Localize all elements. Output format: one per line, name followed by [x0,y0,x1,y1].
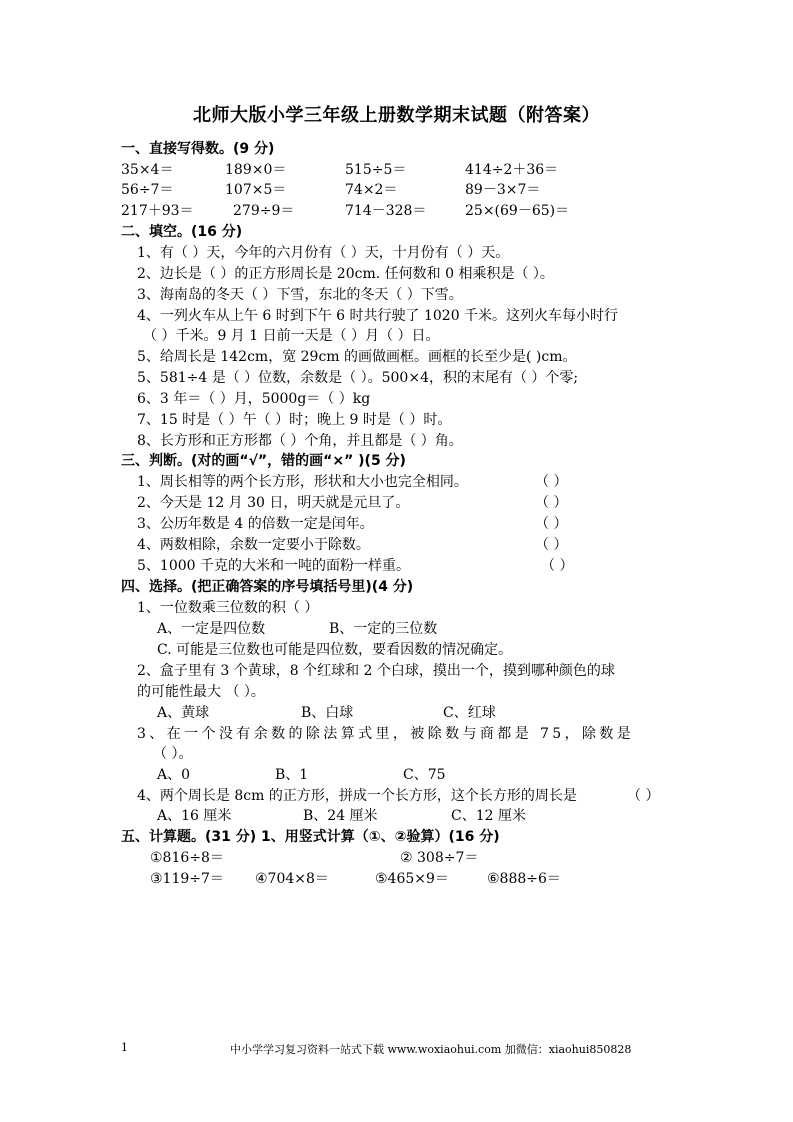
section-1-heading: 一、直接写得数。(9 分) [121,141,275,157]
judge-item: 3、公历年数是 4 的倍数一定是闰年。 [137,516,374,532]
vertical-calc-item: ⑤465×9＝ [375,871,449,887]
fill-item: 1、有（ ）天，今年的六月份有（ ）天，十月份有（ ）天。 [137,245,510,261]
choice-option: A、黄球 [157,705,210,721]
answer-paren: （ ） [627,788,660,804]
answer-paren: （ ） [541,558,574,574]
choice-option: C、75 [403,767,446,783]
section-5-heading: 五、计算题。(31 分) 1、用竖式计算（①、②验算）(16 分) [121,829,500,845]
calc-item: 74×2＝ [345,182,398,198]
vertical-calc-item: ⑥888÷6＝ [487,871,561,887]
fill-item: 3、海南岛的冬天（ ）下雪，东北的冬天（ ）下雪。 [137,287,463,303]
calc-item: 279÷9＝ [233,203,295,219]
choice-option: C. 可能是三位数也可能是四位数，要看因数的情况确定。 [157,642,513,658]
calc-item: 217＋93＝ [121,203,194,219]
choice-question-cont: 的可能性最大 （ ）。 [137,684,265,700]
fill-item: 6、3 年＝（ ）月，5000g＝（ ）kg [137,391,371,407]
judge-item: 4、两数相除，余数一定要小于除数。 [137,537,370,553]
calc-item: 25×(69－65)＝ [465,203,570,219]
choice-option: B、白球 [301,705,354,721]
page-title: 北师大版小学三年级上册数学期末试题（附答案） [193,105,600,126]
judge-item: 2、今天是 12 月 30 日，明天就是元旦了。 [137,495,410,511]
choice-option: C、红球 [443,705,496,721]
judge-item: 5、1000 千克的大米和一吨的面粉一样重。 [137,558,410,574]
fill-item: 8、长方形和正方形都（ ）个角，并且都是（ ）角。 [137,433,463,449]
choice-option: B、1 [275,767,309,783]
section-2-heading: 二、填空。(16 分) [121,224,243,240]
calc-item: 35×4＝ [121,162,174,178]
choice-question-cont: （ ）。 [153,746,193,762]
fill-item: 4、一列火车从上午 6 时到下午 6 时共行驶了 1020 千米。这列火车每小时行 [137,308,619,324]
choice-question: 4、两个周长是 8cm 的正方形，拼成一个长方形，这个长方形的周长是 [137,788,577,804]
choice-question: 3、在一个没有余数的除法算式里，被除数与商都是 75，除数是 [137,726,635,742]
answer-paren: （ ） [535,537,568,553]
choice-option: B、一定的三位数 [329,621,438,637]
calc-item: 189×0＝ [225,162,287,178]
fill-item: 7、15 时是（ ）午（ ）时；晚上 9 时是（ ）时。 [137,412,452,428]
section-4-heading: 四、选择。(把正确答案的序号填括号里)(4 分) [121,579,414,595]
fill-item: 2、边长是（ ）的正方形周长是 20cm. 任何数和 0 相乘积是（ ）。 [137,266,554,282]
choice-option: A、一定是四位数 [157,621,266,637]
calc-item: 714－328＝ [345,203,427,219]
fill-item: 5、给周长是 142cm，宽 29cm 的画做画框。画框的长至少是( )cm。 [137,349,577,365]
footer-text: 中小学学习复习资料一站式下载 www.woxiaohui.com 加微信：xiaohui850828 [230,1043,632,1056]
fill-item: 5、581÷4 是（ ）位数，余数是（ ）。500×4，积的末尾有（ ）个零; [137,370,579,386]
calc-item: 515÷5＝ [345,162,407,178]
vertical-calc-item: ② 308÷7＝ [400,850,479,866]
vertical-calc-item: ①816÷8＝ [150,850,224,866]
answer-paren: （ ） [535,516,568,532]
choice-question: 2、盒子里有 3 个黄球，8 个红球和 2 个白球，摸出一个，摸到哪种颜色的球 [137,663,615,679]
vertical-calc-item: ③119÷7＝ [150,871,224,887]
vertical-calc-item: ④704×8＝ [255,871,329,887]
choice-option: C、12 厘米 [451,808,526,824]
calc-item: 107×5＝ [225,182,287,198]
calc-item: 414÷2＋36＝ [465,162,559,178]
fill-item: （ ）千米。9 月 1 日前一天是（ ）月（ ）日。 [143,328,440,344]
calc-item: 89－3×7＝ [465,182,541,198]
answer-paren: （ ） [535,474,568,490]
choice-option: A、16 厘米 [157,808,232,824]
answer-paren: （ ） [535,495,568,511]
choice-question: 1、一位数乘三位数的积（ ） [137,600,319,616]
judge-item: 1、周长相等的两个长方形，形状和大小也完全相同。 [137,474,468,490]
calc-item: 56÷7＝ [121,182,174,198]
choice-option: A、0 [157,767,191,783]
page-number: 1 [121,1041,128,1054]
choice-option: B、24 厘米 [303,808,378,824]
section-3-heading: 三、判断。(对的画“√”，错的画“×” )(5 分) [121,453,406,469]
